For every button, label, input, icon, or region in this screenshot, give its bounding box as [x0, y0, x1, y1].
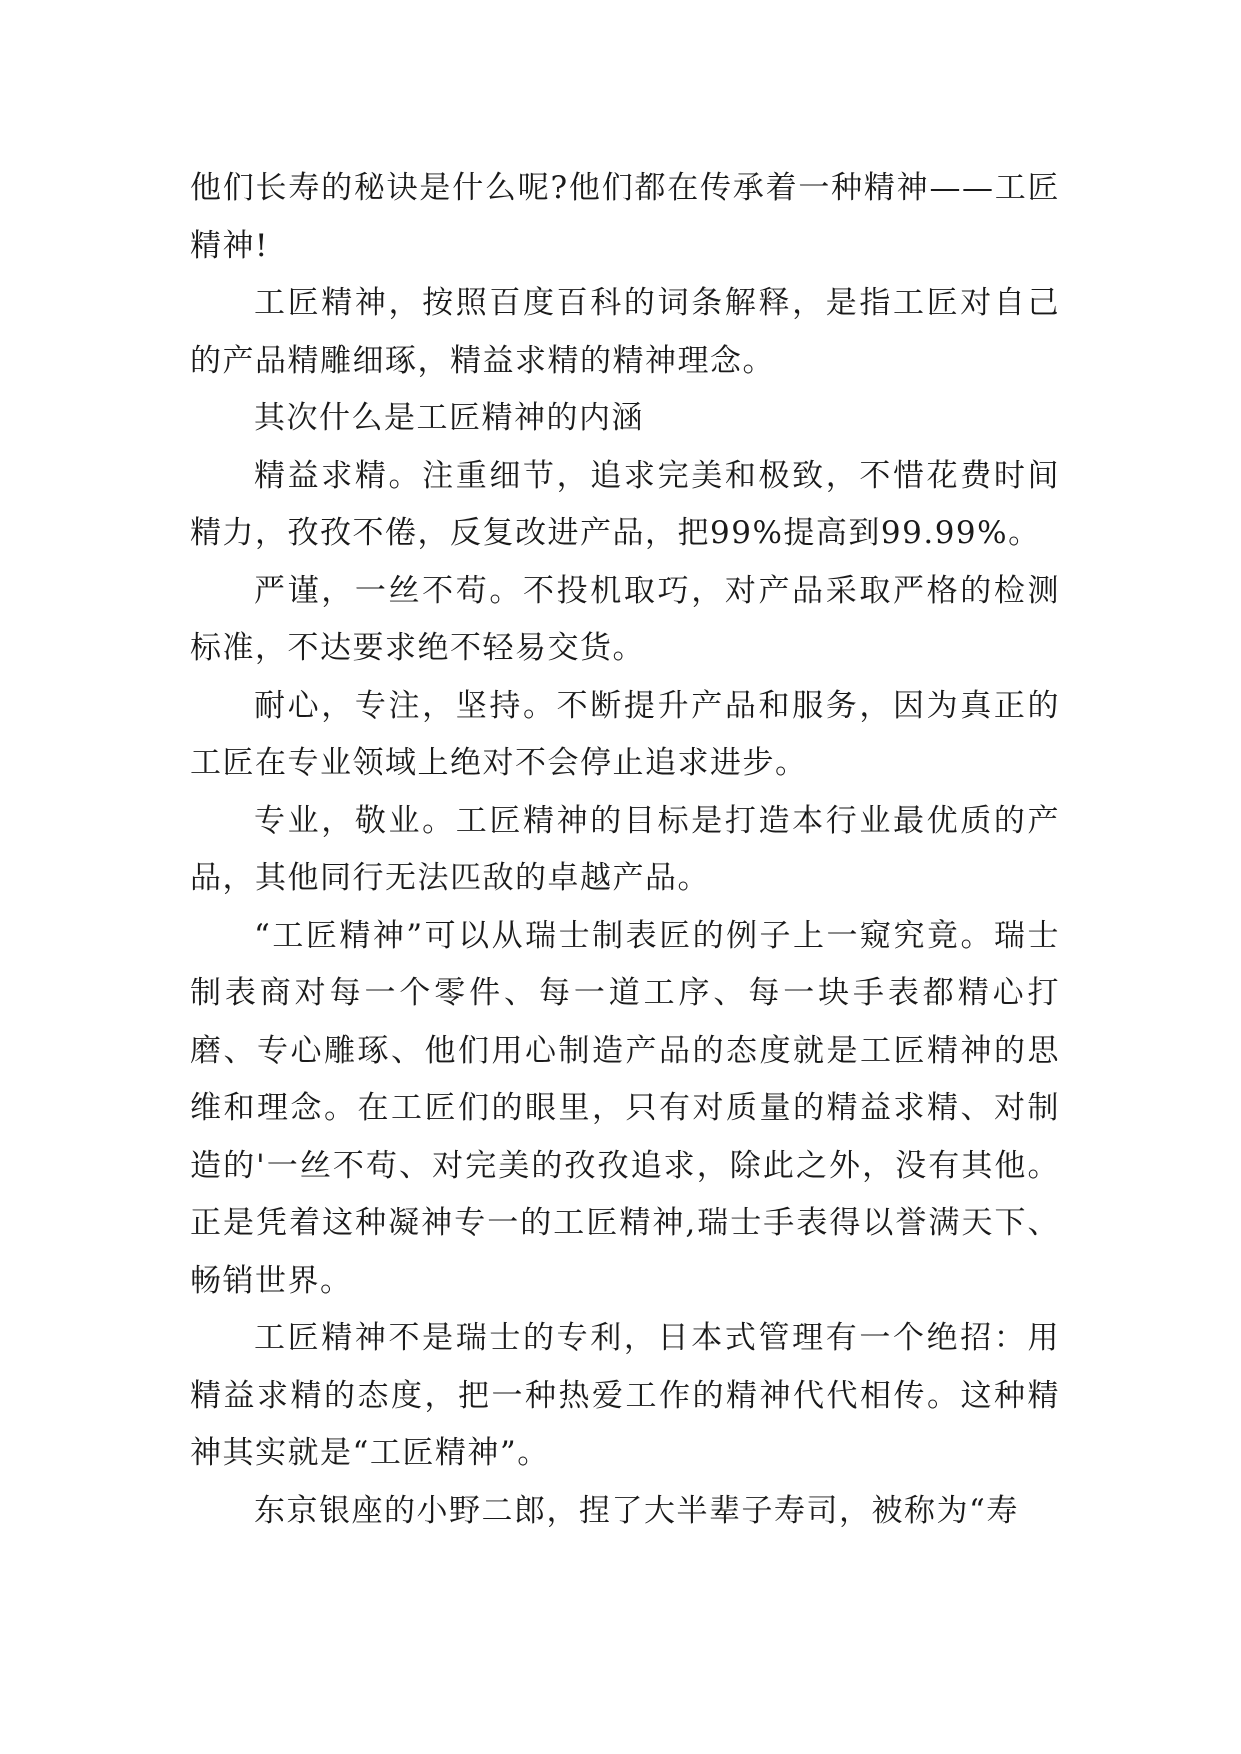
paragraph-rigor: 严谨，一丝不苟。不投机取巧，对产品采取严格的检测标准，不达要求绝不轻易交货。	[190, 572, 1060, 666]
document-body	[190, 160, 1060, 1540]
paragraph-secret-of-longevity: 他们长寿的秘诀是什么呢?他们都在传承着一种精神——工匠精神!	[190, 170, 1060, 264]
paragraph-patience: 耐心，专注，坚持。不断提升产品和服务，因为真正的工匠在专业领域上绝对不会停止追求进步。	[190, 687, 1060, 781]
paragraph-craftsman-definition: 工匠精神，按照百度百科的词条解释，是指工匠对自己的产品精雕细琢，精益求精的精神理念。	[190, 285, 1060, 379]
paragraph-connotation-heading: 其次什么是工匠精神的内涵	[254, 400, 644, 436]
paragraph-jiro-ono: 东京银座的小野二郎，捏了大半辈子寿司，被称为“寿	[254, 1492, 1019, 1529]
paragraph-excellence: 精益求精。注重细节，追求完美和极致，不惜花费时间精力，孜孜不倦，反复改进产品，把99%提高到99.99%。	[190, 457, 1060, 551]
paragraph-professionalism: 专业，敬业。工匠精神的目标是打造本行业最优质的产品，其他同行无法匹敌的卓越产品。	[190, 802, 1060, 896]
paragraph-swiss-watchmakers: “工匠精神”可以从瑞士制表匠的例子上一窥究竟。瑞士制表商对每一个零件、每一道工序、每一块手表都精心打磨、专心雕琢、他们用心制造产品的态度就是工匠精神的思维和理念。在工匠们的眼里，只有对质量的精益求精、对制造的'一丝不苟、对完美的孜孜追求，除此之外，没有其他。正是凭着这种凝神专一的工匠精神,瑞士手表得以誉满天下、畅销世界。	[190, 917, 1060, 1299]
paragraph-japanese-management: 工匠精神不是瑞士的专利，日本式管理有一个绝招：用精益求精的态度，把一种热爱工作的精神代代相传。这种精神其实就是“工匠精神”。	[190, 1320, 1060, 1471]
